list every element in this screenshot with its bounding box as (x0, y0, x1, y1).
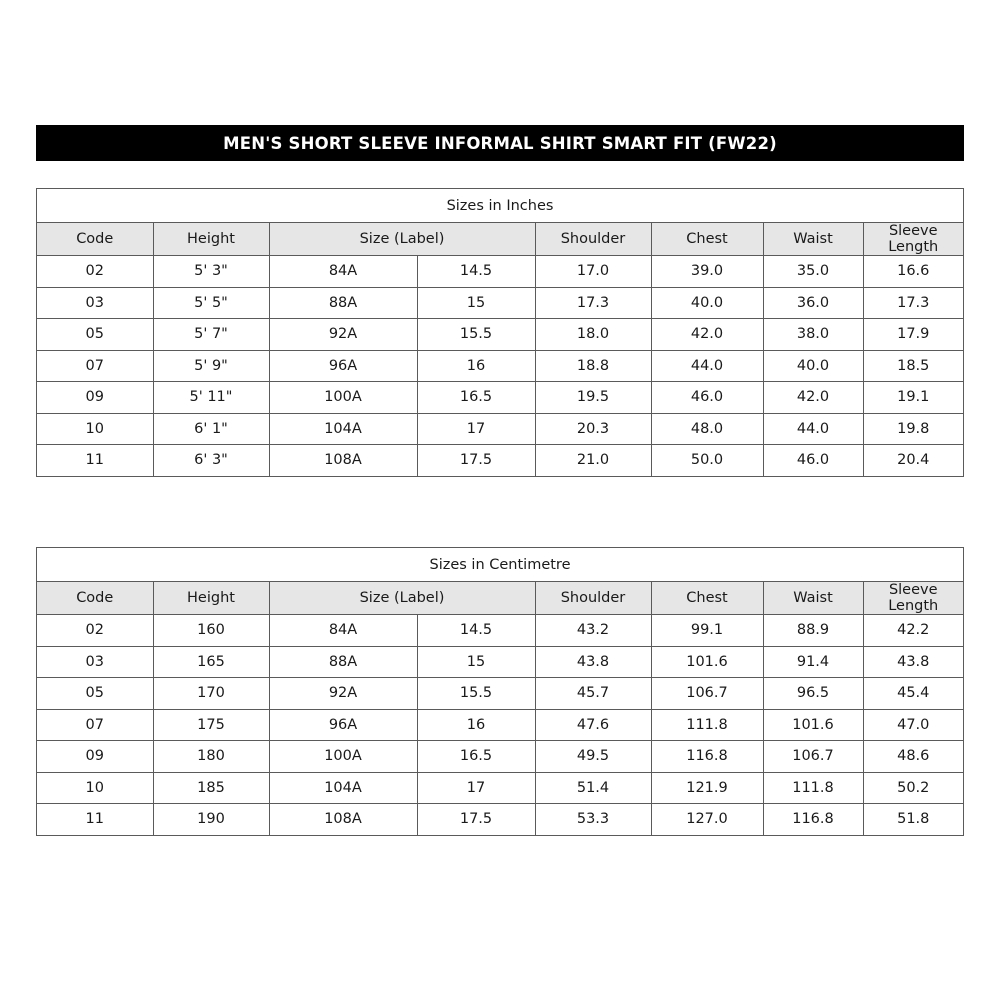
size-table (37, 548, 963, 835)
cell-collar: 16 (417, 709, 535, 741)
table-row (37, 287, 963, 319)
cell-sleeve-length: 43.8 (863, 646, 963, 678)
table-caption: Sizes in Centimetre (37, 548, 963, 582)
cell-code: 09 (37, 741, 153, 773)
cell-waist: 101.6 (763, 709, 863, 741)
table-row (37, 772, 963, 804)
cell-waist: 44.0 (763, 413, 863, 445)
cell-size-label: 100A (269, 741, 417, 773)
cell-collar: 17 (417, 772, 535, 804)
column-header-code: Code (37, 582, 153, 615)
cell-chest: 44.0 (651, 350, 763, 382)
cell-shoulder: 17.3 (535, 287, 651, 319)
cell-shoulder: 18.0 (535, 319, 651, 351)
cell-collar: 16.5 (417, 382, 535, 414)
table-row (37, 741, 963, 773)
cell-code: 07 (37, 350, 153, 382)
cell-chest: 48.0 (651, 413, 763, 445)
cell-height: 5' 9" (153, 350, 269, 382)
column-header-code: Code (37, 223, 153, 256)
header-row (37, 223, 963, 256)
cell-waist: 40.0 (763, 350, 863, 382)
cell-height: 5' 3" (153, 256, 269, 288)
column-header-size-label: Size (Label) (269, 582, 535, 615)
cell-shoulder: 20.3 (535, 413, 651, 445)
column-header-sleeve-length: Sleeve Length (863, 223, 963, 256)
table-row (37, 804, 963, 835)
cell-waist: 42.0 (763, 382, 863, 414)
table-row (37, 413, 963, 445)
cell-size-label: 108A (269, 445, 417, 476)
cell-size-label: 84A (269, 615, 417, 647)
table-caption: Sizes in Inches (37, 189, 963, 223)
table-row (37, 678, 963, 710)
cell-shoulder: 21.0 (535, 445, 651, 476)
cell-code: 07 (37, 709, 153, 741)
cell-sleeve-length: 17.9 (863, 319, 963, 351)
column-header-sleeve-length: Sleeve Length (863, 582, 963, 615)
cell-size-label: 104A (269, 413, 417, 445)
cell-size-label: 92A (269, 319, 417, 351)
cell-waist: 36.0 (763, 287, 863, 319)
cell-sleeve-length: 19.8 (863, 413, 963, 445)
cell-code: 02 (37, 256, 153, 288)
cell-chest: 46.0 (651, 382, 763, 414)
cell-chest: 111.8 (651, 709, 763, 741)
size-table (37, 189, 963, 476)
cell-height: 185 (153, 772, 269, 804)
cell-sleeve-length: 18.5 (863, 350, 963, 382)
cell-sleeve-length: 17.3 (863, 287, 963, 319)
cell-height: 180 (153, 741, 269, 773)
cell-size-label: 108A (269, 804, 417, 835)
table-body (37, 615, 963, 835)
cell-sleeve-length: 47.0 (863, 709, 963, 741)
cell-height: 175 (153, 709, 269, 741)
table-row (37, 709, 963, 741)
column-header-chest: Chest (651, 223, 763, 256)
table-row (37, 615, 963, 647)
cell-sleeve-length: 45.4 (863, 678, 963, 710)
cell-code: 05 (37, 678, 153, 710)
cell-collar: 15.5 (417, 319, 535, 351)
cell-sleeve-length: 51.8 (863, 804, 963, 835)
cell-code: 02 (37, 615, 153, 647)
cell-waist: 116.8 (763, 804, 863, 835)
cell-code: 03 (37, 646, 153, 678)
cell-shoulder: 45.7 (535, 678, 651, 710)
cell-waist: 96.5 (763, 678, 863, 710)
cell-size-label: 84A (269, 256, 417, 288)
column-header-size-label: Size (Label) (269, 223, 535, 256)
cell-code: 11 (37, 445, 153, 476)
cell-collar: 14.5 (417, 615, 535, 647)
cell-height: 6' 1" (153, 413, 269, 445)
cell-code: 10 (37, 413, 153, 445)
table-body (37, 256, 963, 476)
table-row (37, 646, 963, 678)
cell-waist: 111.8 (763, 772, 863, 804)
cell-collar: 17 (417, 413, 535, 445)
cell-chest: 99.1 (651, 615, 763, 647)
cell-collar: 15 (417, 287, 535, 319)
cell-collar: 14.5 (417, 256, 535, 288)
table-row (37, 256, 963, 288)
table-row (37, 319, 963, 351)
cell-code: 05 (37, 319, 153, 351)
cell-height: 5' 11" (153, 382, 269, 414)
cell-shoulder: 43.8 (535, 646, 651, 678)
cell-height: 170 (153, 678, 269, 710)
cell-shoulder: 17.0 (535, 256, 651, 288)
cell-waist: 91.4 (763, 646, 863, 678)
cell-sleeve-length: 48.6 (863, 741, 963, 773)
cell-sleeve-length: 20.4 (863, 445, 963, 476)
cell-height: 6' 3" (153, 445, 269, 476)
column-header-chest: Chest (651, 582, 763, 615)
cell-height: 165 (153, 646, 269, 678)
cell-shoulder: 43.2 (535, 615, 651, 647)
column-header-height: Height (153, 582, 269, 615)
size-table-centimetre (36, 547, 964, 836)
cell-collar: 15 (417, 646, 535, 678)
table-row (37, 382, 963, 414)
cell-height: 160 (153, 615, 269, 647)
cell-code: 10 (37, 772, 153, 804)
cell-shoulder: 53.3 (535, 804, 651, 835)
cell-collar: 16.5 (417, 741, 535, 773)
cell-code: 09 (37, 382, 153, 414)
cell-chest: 121.9 (651, 772, 763, 804)
cell-size-label: 92A (269, 678, 417, 710)
cell-height: 5' 5" (153, 287, 269, 319)
cell-shoulder: 47.6 (535, 709, 651, 741)
cell-code: 03 (37, 287, 153, 319)
cell-waist: 88.9 (763, 615, 863, 647)
cell-shoulder: 18.8 (535, 350, 651, 382)
cell-chest: 40.0 (651, 287, 763, 319)
cell-waist: 106.7 (763, 741, 863, 773)
column-header-waist: Waist (763, 223, 863, 256)
cell-chest: 127.0 (651, 804, 763, 835)
cell-code: 11 (37, 804, 153, 835)
table-row (37, 445, 963, 476)
cell-collar: 15.5 (417, 678, 535, 710)
cell-collar: 17.5 (417, 445, 535, 476)
cell-collar: 17.5 (417, 804, 535, 835)
cell-chest: 106.7 (651, 678, 763, 710)
cell-sleeve-length: 19.1 (863, 382, 963, 414)
cell-height: 190 (153, 804, 269, 835)
column-header-waist: Waist (763, 582, 863, 615)
cell-size-label: 104A (269, 772, 417, 804)
table-header (37, 582, 963, 615)
cell-chest: 39.0 (651, 256, 763, 288)
cell-chest: 42.0 (651, 319, 763, 351)
cell-sleeve-length: 42.2 (863, 615, 963, 647)
header-row (37, 582, 963, 615)
cell-chest: 50.0 (651, 445, 763, 476)
cell-sleeve-length: 50.2 (863, 772, 963, 804)
cell-size-label: 96A (269, 350, 417, 382)
cell-collar: 16 (417, 350, 535, 382)
size-table-inches (36, 188, 964, 477)
cell-waist: 35.0 (763, 256, 863, 288)
cell-shoulder: 19.5 (535, 382, 651, 414)
cell-waist: 38.0 (763, 319, 863, 351)
table-row (37, 350, 963, 382)
cell-chest: 101.6 (651, 646, 763, 678)
cell-chest: 116.8 (651, 741, 763, 773)
page-title: MEN'S SHORT SLEEVE INFORMAL SHIRT SMART FIT (FW22) (36, 125, 964, 161)
cell-shoulder: 49.5 (535, 741, 651, 773)
cell-size-label: 100A (269, 382, 417, 414)
column-header-height: Height (153, 223, 269, 256)
table-header (37, 223, 963, 256)
cell-sleeve-length: 16.6 (863, 256, 963, 288)
cell-size-label: 88A (269, 287, 417, 319)
cell-shoulder: 51.4 (535, 772, 651, 804)
column-header-shoulder: Shoulder (535, 582, 651, 615)
column-header-shoulder: Shoulder (535, 223, 651, 256)
cell-waist: 46.0 (763, 445, 863, 476)
cell-size-label: 96A (269, 709, 417, 741)
cell-height: 5' 7" (153, 319, 269, 351)
cell-size-label: 88A (269, 646, 417, 678)
